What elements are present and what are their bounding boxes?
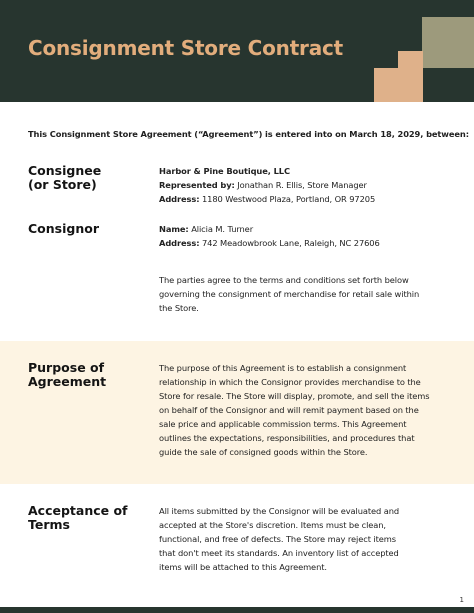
header-banner [0,0,474,102]
consignor-name: Name: Alicia M. Turner [159,224,254,234]
decorative-step-block [398,51,423,68]
decorative-step-block [422,17,474,68]
consignor-details [159,222,441,250]
purpose-heading: Purpose of Agreement [28,360,107,389]
consignor-address: Address: 742 Meadowbrook Lane, Raleigh, NC 27606 [159,238,380,248]
purpose-paragraph: The purpose of this Agreement is to establish a consignment relationship in which the Consignor provides merchandise to the Store for resale. The Store will display, promote, and sell the items on behalf of the Consignor and will remit payment based on the sale price and applicable commission terms. This Agreement outlines the expectations, responsibilities, and procedures that guide the sale of consigned goods within the Store. [159,363,430,457]
document-title: Consignment Store Contract [28,36,344,60]
consignee-representative: Represented by: Jonathan R. Ellis, Store Manager [159,180,367,190]
consignee-heading: Consignee (or Store) [28,163,102,192]
parties-paragraph: The parties agree to the terms and conditions set forth below governing the consignment of merchandise for retail sale within the Store. [159,275,420,313]
acceptance-paragraph: All items submitted by the Consignor will be evaluated and accepted at the Store's discretion. Items must be clean, functional, and free of defects. The Store may reject items that don't meet its standards. An inventory list of accepted items will be attached to this Agreement. [159,506,400,572]
consignee-name: Harbor & Pine Boutique, LLC [159,166,290,176]
consignee-details [159,164,441,206]
acceptance-heading: Acceptance of Terms [28,503,128,532]
footer-bar [0,607,474,613]
decorative-step-block [374,68,423,102]
page-number: 1 [459,596,464,604]
consignor-heading: Consignor [28,221,99,236]
consignee-address: Address: 1180 Westwood Plaza, Portland, OR 97205 [159,194,376,204]
intro-statement: This Consignment Store Agreement (“Agreement”) is entered into on March 18, 2029, between: [28,129,469,139]
